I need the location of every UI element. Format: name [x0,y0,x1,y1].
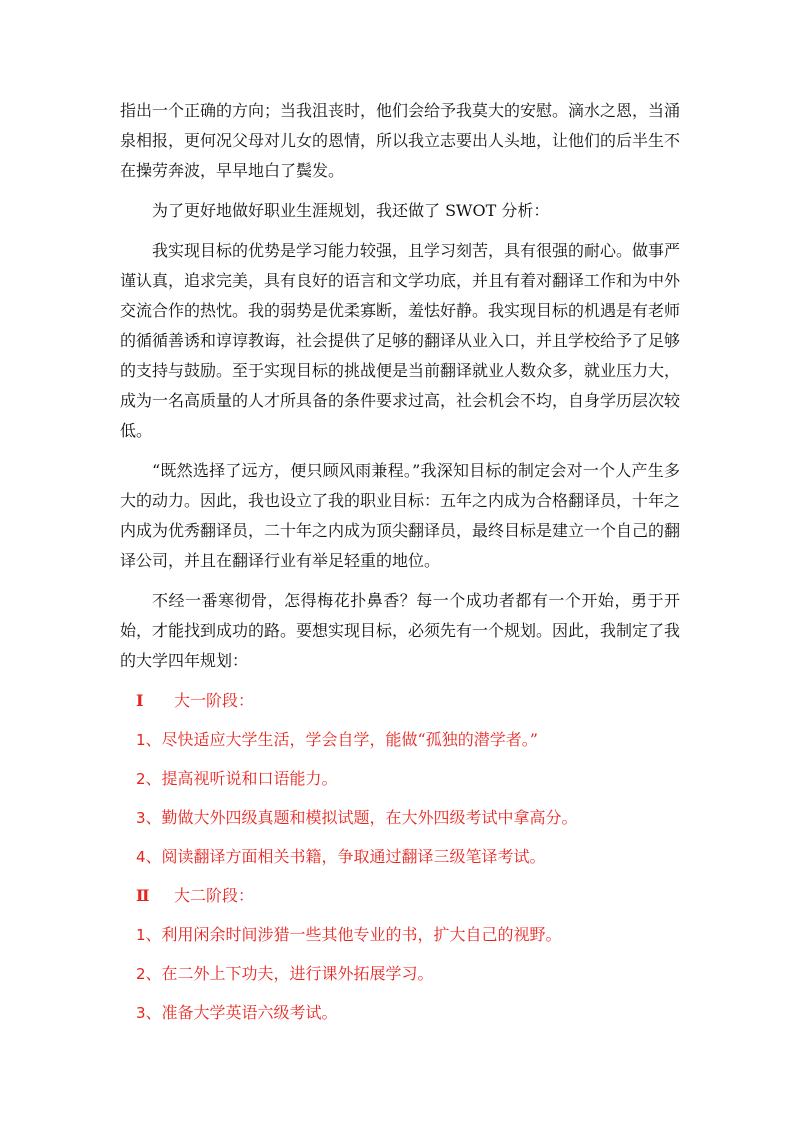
plan-item [120,998,680,1028]
stage-numeral: Ⅰ [136,691,144,710]
plan-item-number: 2 [136,770,146,788]
plan-item-text: 、尽快适应大学生活，学会自学，能做“孤独的潜学者。” [145,730,538,749]
four-year-plan [120,686,680,1028]
plan-stage-heading [120,686,680,716]
paragraph-swot-analysis: 我实现目标的优势是学习能力较强，且学习刻苦，具有很强的耐心。做事严谨认真，追求完美，具有良好的语言和文学功底，并且有着对翻译工作和为中外交流合作的热忱。我的弱势是优柔寡断，羞怯好静。我实现目标的机遇是有老师的循循善诱和谆谆教诲，社会提供了足够的翻译从业入口，并且学校给予了足够的支持与鼓励。至于实现目标的挑战便是当前翻译就业人数众多，就业压力大，成为一名高质量的人才所具备的条件要求过高，社会机会不均，自身学历层次较低。 [120,241,681,440]
plan-item-text: 、准备大学英语六级考试。 [145,1003,338,1022]
plan-item-text: 、勤做大外四级真题和模拟试题，在大外四级考试中拿高分。 [145,808,578,827]
plan-item [120,920,680,950]
paragraph-swot-intro: 为了更好地做好职业生涯规划，我还做了 SWOT 分析： [152,201,550,220]
plan-item-number: 3 [136,1004,146,1022]
plan-item-text: 、阅读翻译方面相关书籍，争取通过翻译三级笔译考试。 [145,847,546,866]
plan-item-number: 1 [136,731,146,749]
plan-item-text: 、提高视听说和口语能力。 [145,769,338,788]
stage-title: 大二阶段： [174,886,255,905]
plan-item [120,959,680,989]
plan-item [120,725,680,755]
paragraph-plan-intro: 不经一番寒彻骨，怎得梅花扑鼻香？每一个成功者都有一个开始，勇于开始，才能找到成功的路。要想实现目标，必须先有一个规划。因此，我制定了我的大学四年规划： [120,591,681,670]
plan-item [120,764,680,794]
plan-item-number: 3 [136,809,146,827]
document-body [120,96,680,1037]
plan-item [120,803,680,833]
stage-numeral: Ⅱ [136,886,150,905]
plan-stage-heading [120,881,680,911]
paragraph-parents-gratitude: 指出一个正确的方向；当我沮丧时，他们会给予我莫大的安慰。滴水之恩，当涌泉相报，更何况父母对儿女的恩情，所以我立志要出人头地，让他们的后半生不在操劳奔波，早早地白了鬓发。 [120,101,681,180]
plan-item-text: 、利用闲余时间涉猎一些其他专业的书，扩大自己的视野。 [145,925,562,944]
plan-item-number: 1 [136,926,146,944]
plan-item-text: 、在二外上下功夫，进行课外拓展学习。 [145,964,434,983]
stage-title: 大一阶段： [174,691,255,710]
plan-item-number: 4 [136,848,146,866]
paragraph-career-goals: “既然选择了远方，便只顾风雨兼程。”我深知目标的制定会对一个人产生多大的动力。因此，我也设立了我的职业目标：五年之内成为合格翻译员，十年之内成为优秀翻译员，二十年之内成为顶尖翻译员，最终目标是建立一个自己的翻译公司，并且在翻译行业有举足轻重的地位。 [120,461,681,570]
plan-item [120,842,680,872]
plan-item-number: 2 [136,965,146,983]
